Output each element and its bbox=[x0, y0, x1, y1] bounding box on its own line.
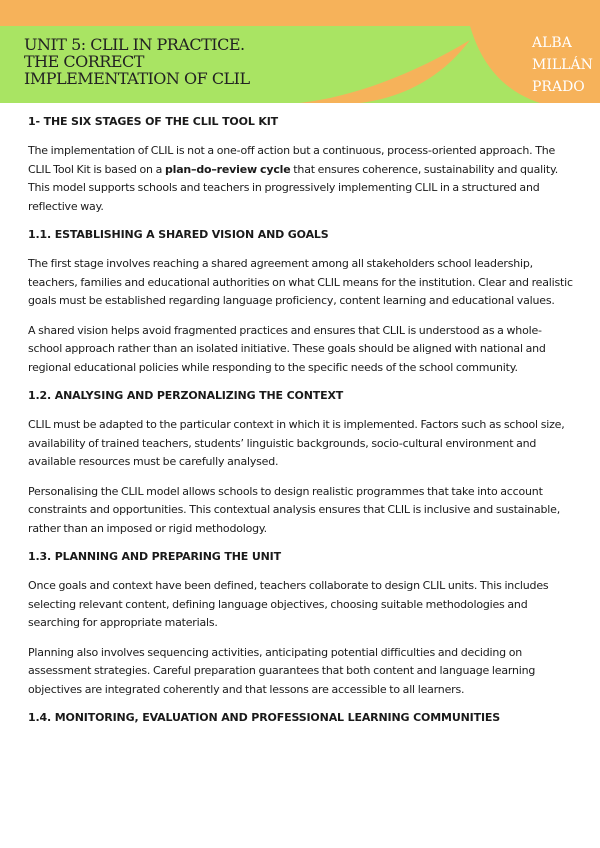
unit-title: UNIT 5: CLIL IN PRACTICE. THE CORRECT IMPLEMENTATION OF CLIL bbox=[24, 35, 250, 88]
bold-term: plan–do–review cycle bbox=[164, 162, 291, 176]
header-banner bbox=[0, 0, 600, 103]
section-heading: 1.4. MONITORING, EVALUATION AND PROFESSIONAL LEARNING COMMUNITIES bbox=[28, 711, 501, 724]
paragraph: The first stage involves reaching a shared agreement among all stakeholders school leadership, teachers, families and educational authorities on what CLIL means for the institution. Clear and realistic goals must be established regarding language proficiency, content learning and educational values. bbox=[28, 257, 573, 307]
paragraph-text: that ensures coherence, sustainability and quality. This model supports schools and teachers in progressively implementing CLIL in a structured and reflective way. bbox=[28, 162, 558, 213]
paragraph-text: The implementation of CLIL is not a one-off action but a continuous, process-oriented approach. The CLIL Tool Kit is based on a bbox=[28, 144, 556, 176]
paragraph: CLIL must be adapted to the particular context in which it is implemented. Factors such as school size, availability of trained teachers, students’ linguistic backgrounds, socio-cultural environment and available resources must be carefully analysed. bbox=[28, 418, 565, 468]
paragraph: Once goals and context have been defined, teachers collaborate to design CLIL units. This includes selecting relevant content, defining language objectives, choosing suitable methodologies and searching for appropriate materials. bbox=[28, 579, 549, 629]
paragraph: Planning also involves sequencing activities, anticipating potential difficulties and deciding on assessment strategies. Careful preparation guarantees that both content and language learning objectives are integrated coherently and that lessons are accessible to all learners. bbox=[28, 645, 536, 696]
author-name: ALBA MILLÁN PRADO bbox=[532, 35, 593, 95]
paragraph: A shared vision helps avoid fragmented practices and ensures that CLIL is understood as a whole-school approach rather than an isolated initiative. These goals should be aligned with national and regional educational policies while responding to the specific needs of the school community. bbox=[28, 323, 546, 374]
paragraph: Personalising the CLIL model allows schools to design realistic programmes that take into account constraints and opportunities. This contextual analysis ensures that CLIL is inclusive and sustainable, rather than an imposed or rigid methodology. bbox=[28, 484, 560, 535]
document-body bbox=[28, 114, 574, 738]
paragraph bbox=[28, 142, 574, 216]
section-heading: 1- THE SIX STAGES OF THE CLIL TOOL KIT bbox=[28, 115, 279, 128]
section-heading: 1.3. PLANNING AND PREPARING THE UNIT bbox=[28, 550, 281, 563]
section-heading: 1.2. ANALYSING AND PERZONALIZING THE CONTEXT bbox=[28, 389, 344, 402]
section-heading: 1.1. ESTABLISHING A SHARED VISION AND GOALS bbox=[28, 228, 329, 241]
